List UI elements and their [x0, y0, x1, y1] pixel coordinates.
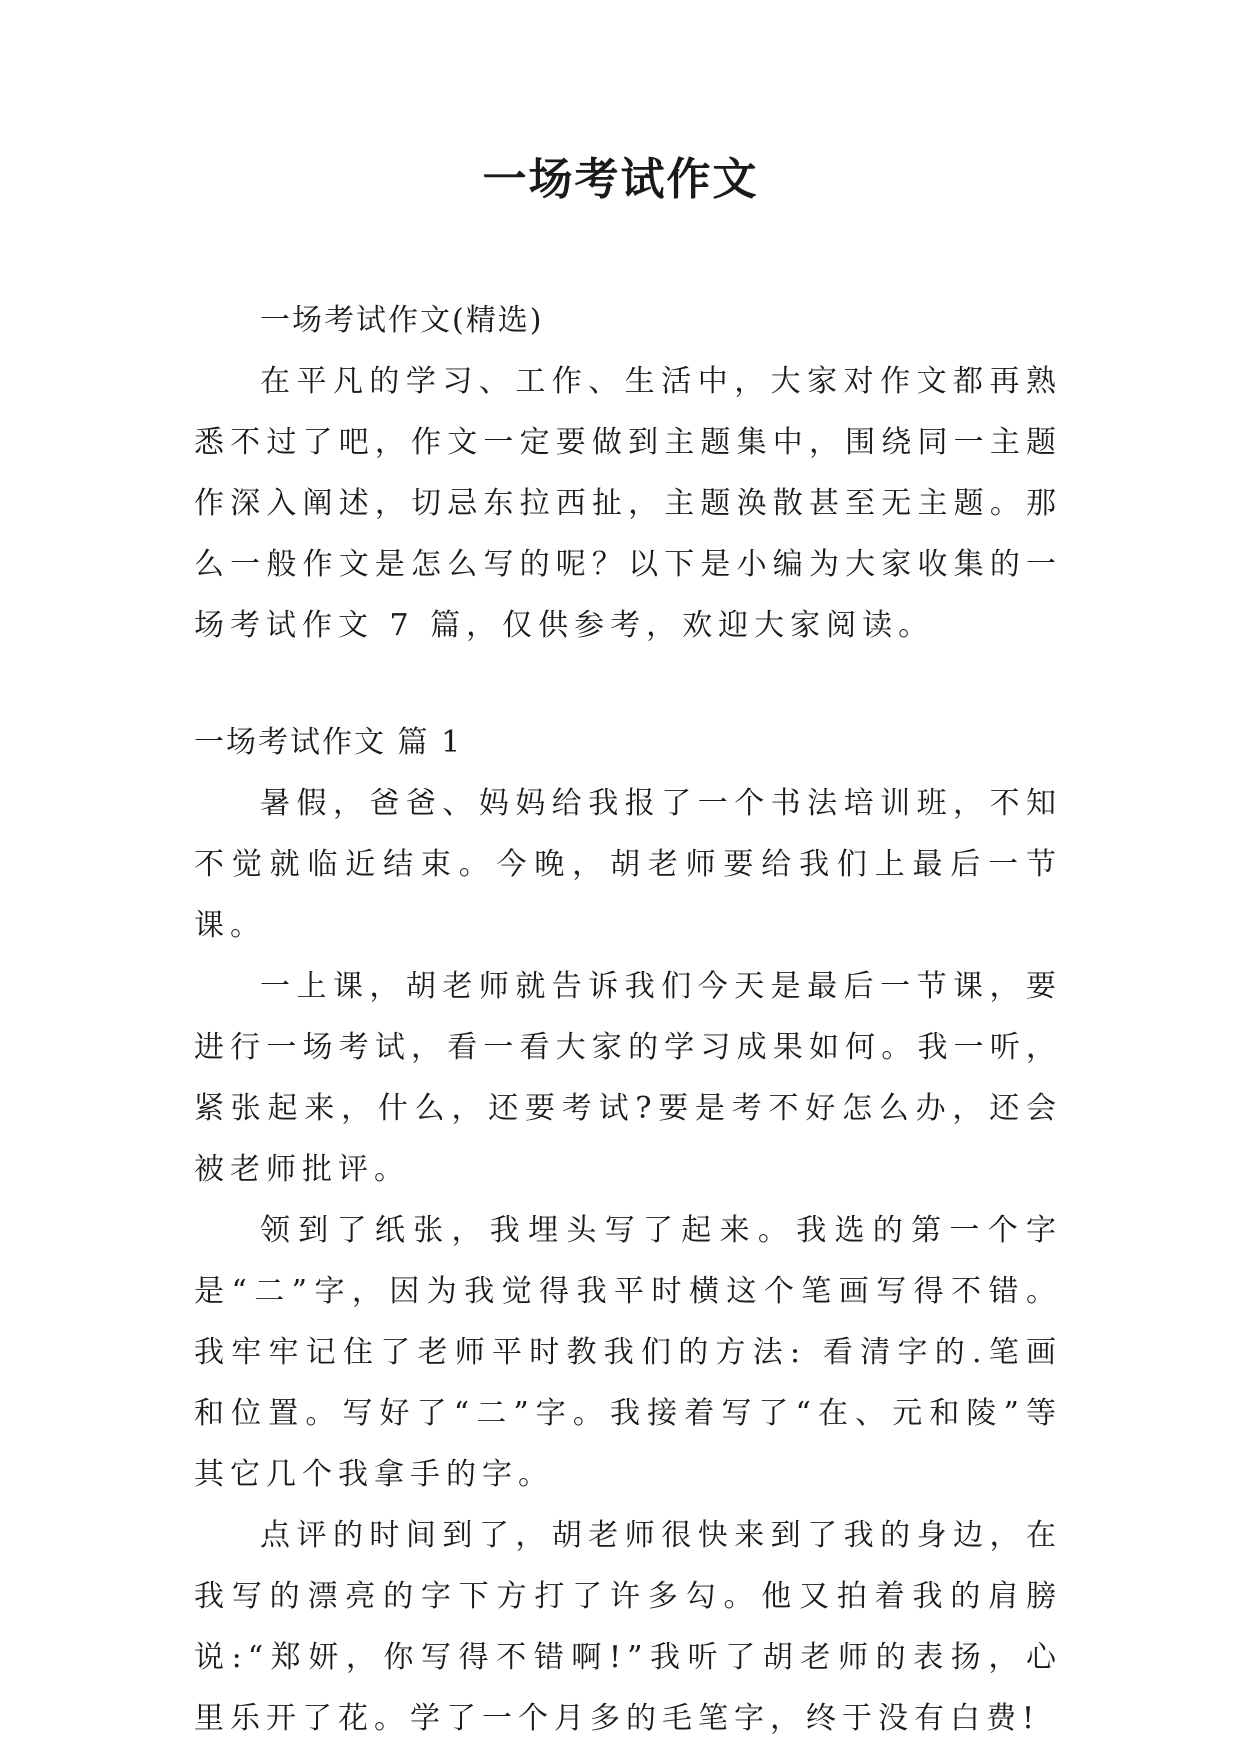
document-body — [194, 290, 1062, 1749]
essay-paragraph: 暑假，爸爸、妈妈给我报了一个书法培训班，不知不觉就临近结束。今晚，胡老师要给我们上最后一节课。 — [194, 786, 1062, 943]
section-heading: 一场考试作文 篇 1 — [194, 725, 463, 760]
essay-paragraph: 领到了纸张，我埋头写了起来。我选的第一个字是“二”字，因为我觉得我平时横这个笔画写得不错。我牢牢记住了老师平时教我们的方法: 看清字的.笔画和位置。写好了“二”字。我接着写了“在、元和陵”等其它几个我拿手的字。 — [194, 1213, 1062, 1492]
document-subtitle: 一场考试作文(精选) — [260, 303, 544, 338]
essay-paragraph: 点评的时间到了，胡老师很快来到了我的身边，在我写的漂亮的字下方打了许多勾。他又拍着我的肩膀说:“郑妍，你写得不错啊!”我听了胡老师的表扬，心里乐开了花。学了一个月多的毛笔字，终于没有白费! — [194, 1518, 1062, 1736]
intro-paragraph: 在平凡的学习、工作、生活中，大家对作文都再熟悉不过了吧，作文一定要做到主题集中，围绕同一主题作深入阐述，切忌东拉西扯，主题涣散甚至无主题。那么一般作文是怎么写的呢？以下是小编为大家收集的一场考试作文 7 篇，仅供参考，欢迎大家阅读。 — [194, 364, 1062, 643]
document-title: 一场考试作文 — [482, 154, 759, 205]
essay-paragraph: 一上课，胡老师就告诉我们今天是最后一节课，要进行一场考试，看一看大家的学习成果如何。我一听，紧张起来，什么，还要考试?要是考不好怎么办，还会被老师批评。 — [194, 969, 1062, 1187]
